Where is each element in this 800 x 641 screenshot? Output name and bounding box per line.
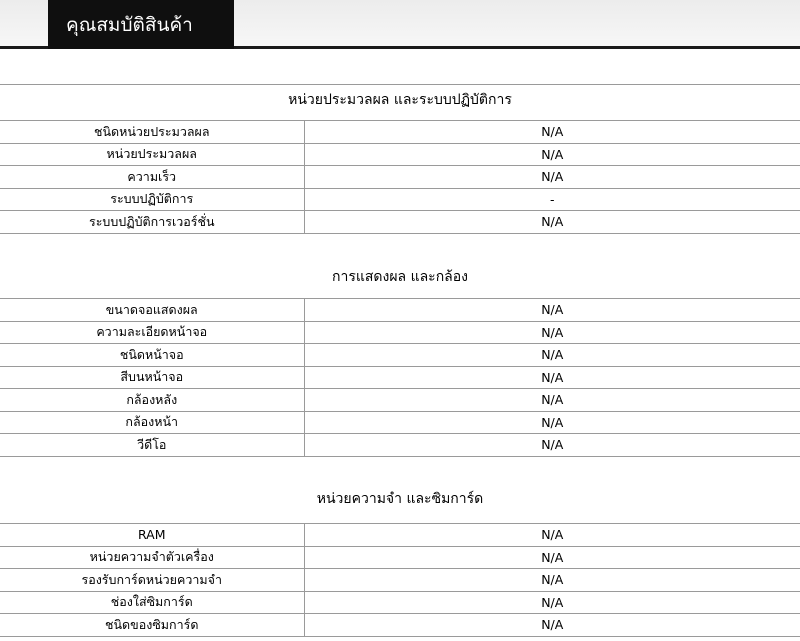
spec-label: ชนิดหน้าจอ (0, 344, 304, 367)
table-row (0, 546, 800, 569)
spec-value: N/A (304, 569, 800, 592)
spec-label: ขนาดจอแสดงผล (0, 299, 304, 322)
table-row (0, 299, 800, 322)
spec-value: N/A (304, 344, 800, 367)
spec-value: - (304, 188, 800, 211)
spec-label: ชนิดหน่วยประมวลผล (0, 121, 304, 144)
spec-value: N/A (304, 166, 800, 189)
table-row (0, 211, 800, 234)
section-title-processor-os: หน่วยประมวลผล และระบบปฏิบัติการ (288, 92, 512, 108)
spec-label: ความละเอียดหน้าจอ (0, 321, 304, 344)
spec-label: RAM (0, 524, 304, 547)
table-row (0, 524, 800, 547)
table-row (0, 143, 800, 166)
spec-value: N/A (304, 366, 800, 389)
tab-label: คุณสมบัติสินค้า (66, 13, 193, 36)
spec-value: N/A (304, 321, 800, 344)
table-row (0, 344, 800, 367)
table-row (0, 569, 800, 592)
spec-value: N/A (304, 434, 800, 457)
table-row (0, 166, 800, 189)
spec-value: N/A (304, 411, 800, 434)
spec-label: หน่วยประมวลผล (0, 143, 304, 166)
spec-value: N/A (304, 389, 800, 412)
top-bar (0, 0, 800, 49)
spec-value: N/A (304, 299, 800, 322)
section-divider (0, 84, 800, 85)
table-row (0, 411, 800, 434)
spec-label: กล้องหน้า (0, 411, 304, 434)
spec-label: รองรับการ์ดหน่วยความจำ (0, 569, 304, 592)
spec-label: สีบนหน้าจอ (0, 366, 304, 389)
spec-value: N/A (304, 614, 800, 637)
table-row (0, 321, 800, 344)
table-row (0, 389, 800, 412)
spec-table-processor-os (0, 120, 800, 234)
table-row (0, 366, 800, 389)
spec-table-memory-sim (0, 523, 800, 637)
table-row (0, 188, 800, 211)
spec-value: N/A (304, 211, 800, 234)
spec-value: N/A (304, 524, 800, 547)
spec-label: ความเร็ว (0, 166, 304, 189)
spec-value: N/A (304, 121, 800, 144)
spec-label: หน่วยความจำตัวเครื่อง (0, 546, 304, 569)
spec-label: ระบบปฏิบัติการเวอร์ชั่น (0, 211, 304, 234)
spec-value: N/A (304, 143, 800, 166)
table-row (0, 591, 800, 614)
spec-label: ระบบปฏิบัติการ (0, 188, 304, 211)
section-title-display-camera: การแสดงผล และกล้อง (331, 269, 468, 285)
tab-product-specs[interactable] (48, 0, 234, 49)
spec-label: ช่องใส่ซิมการ์ด (0, 591, 304, 614)
table-row (0, 121, 800, 144)
spec-label: กล้องหลัง (0, 389, 304, 412)
section-title-memory-sim: หน่วยความจำ และซิมการ์ด (316, 491, 484, 507)
table-row (0, 614, 800, 637)
spec-label: วีดีโอ (0, 434, 304, 457)
table-row (0, 434, 800, 457)
spec-table-display-camera (0, 298, 800, 457)
spec-value: N/A (304, 546, 800, 569)
spec-value: N/A (304, 591, 800, 614)
spec-label: ชนิดของซิมการ์ด (0, 614, 304, 637)
